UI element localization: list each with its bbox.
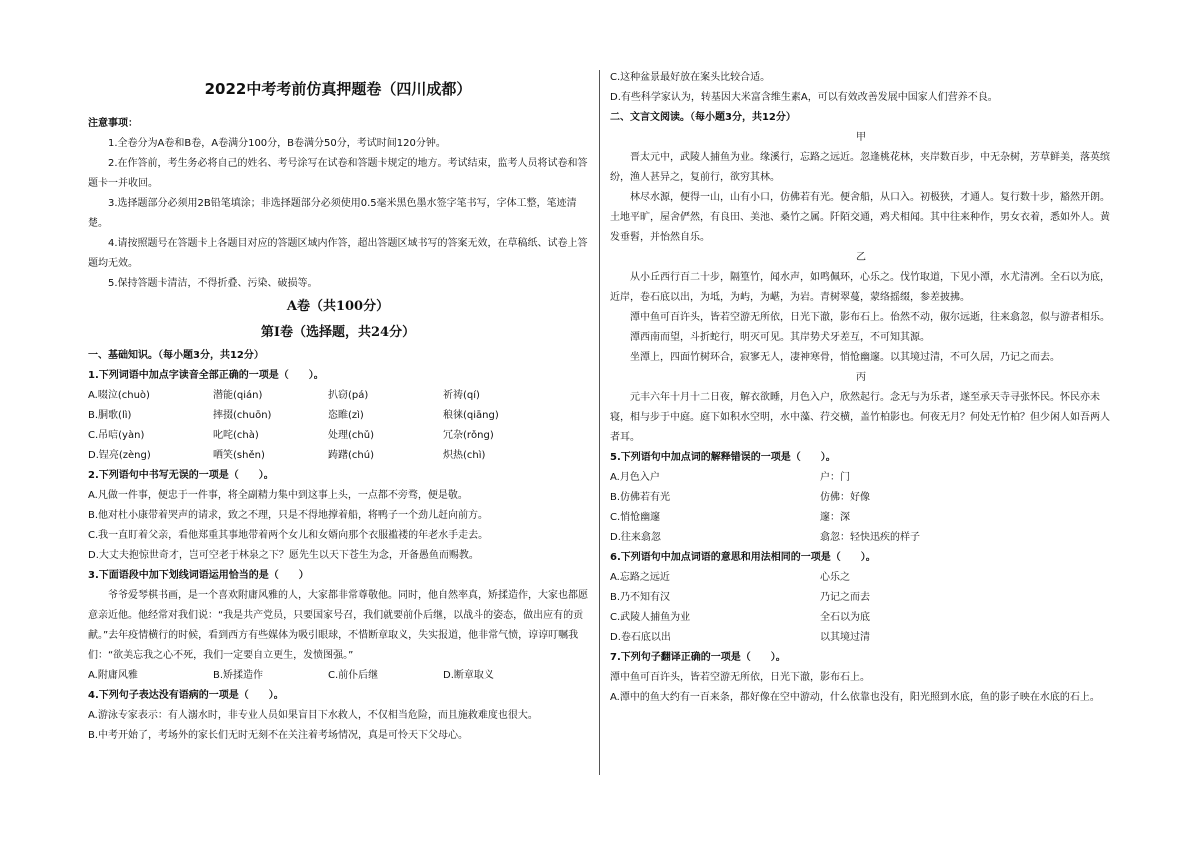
section2-heading: 二、文言文阅读。（每小题3分，共12分） [610,112,796,123]
notice-heading: 注意事项： [88,118,138,129]
q6-option-d [610,628,1112,648]
column-divider [599,70,600,775]
q1-a-4: 祈祷(qí) [443,390,480,401]
q1-a-1: A.啜泣(chuò) [88,390,150,401]
q4-option-c: C.这种盆景最好放在案头比较合适。 [610,72,771,83]
q7-stem: 7.下列句子翻译正确的一项是（ ）。 [610,652,786,663]
q5-c-phrase: C.悄怆幽邃 [610,512,661,523]
passage-yi-p4: 坐潭上，四面竹树环合，寂寥无人，凄神寒骨，悄怆幽邃。以其境过清，不可久居，乃记之而去。 [630,352,1060,363]
q6-d-2: 以其境过清 [820,632,870,643]
passage-jia-label: 甲 [856,132,866,143]
passage-yi-label: 乙 [856,252,866,263]
passage-yi-p3: 潭西南而望，斗折蛇行，明灭可见。其岸势犬牙差互，不可知其源。 [630,332,930,343]
q6-a-2: 心乐之 [820,572,850,583]
q3-option-d: D.断章取义 [443,670,494,681]
q2-option-d: D.大丈夫抱惊世奇才，岂可空老于林泉之下？愿先生以天下苍生为念，开备愚鱼而赐教。 [88,550,479,561]
q3-option-c: C.前仆后继 [328,670,379,681]
q3-options [88,666,588,686]
q3-stem: 3.下面语段中加下划线词语运用恰当的是（ ） [88,570,309,581]
q5-c-gloss: 邃：深 [820,512,850,523]
q3-option-a: A.附庸风雅 [88,670,138,681]
notice-item-4: 4.请按照题号在答题卡上各题目对应的答题区域内作答，超出答题区域书写的答案无效，在草稿纸、试卷上答题均无效。 [88,238,588,269]
q6-option-b [610,588,1112,608]
q4-option-a: A.游泳专家表示：有人溺水时，非专业人员如果盲目下水救人，不仅相当危险，而且施救难度也很大。 [88,710,538,721]
exam-title: 2022中考考前仿真押题卷（四川成都） [204,80,472,98]
q1-b-1: B.胴歌(lì) [88,410,132,421]
q1-stem: 1.下列词语中加点字读音全部正确的一项是（ ）。 [88,370,324,381]
q1-row-c [88,426,588,446]
passage-jia-p1: 晋太元中，武陵人捕鱼为业。缘溪行，忘路之远近。忽逢桃花林，夹岸数百步，中无杂树，芳草鲜美，落英缤纷，渔人甚异之，复前行，欲穷其林。 [610,152,1110,183]
q6-d-1: D.卷石底以出 [610,632,671,643]
q5-b-phrase: B.仿佛若有光 [610,492,671,503]
q1-a-2: 潜能(qián) [213,390,263,401]
q7-option-a: A.潭中的鱼大约有一百来条，都好像在空中游动，什么依靠也没有，阳光照到水底，鱼的影子映在水底的石上。 [610,692,1100,703]
q2-option-a: A.凡做一件事，便忠于一件事，将全副精力集中到这事上头，一点都不旁骛，便是敬。 [88,490,468,501]
q5-stem: 5.下列语句中加点词的解释错误的一项是（ ）。 [610,452,836,463]
q5-option-d [610,528,1112,548]
q1-b-3: 恣睢(zì) [328,410,364,421]
q5-option-a [610,468,1112,488]
q2-stem: 2.下列语句中书写无误的一项是（ ）。 [88,470,274,481]
passage-yi-p1: 从小丘西行百二十步，隔篁竹，闻水声，如鸣佩环，心乐之。伐竹取道，下见小潭，水尤清冽。全石以为底，近岸，卷石底以出，为坻，为屿，为嵁，为岩。青树翠蔓，蒙络摇缀，参差披拂。 [610,272,1110,303]
q7-sentence: 潭中鱼可百许头，皆若空游无所依，日光下澈，影布石上。 [610,672,870,683]
q1-c-1: C.吊唁(yàn) [88,430,145,441]
q2-option-b: B.他对杜小康带着哭声的请求，致之不理，只是不得地撑着船，将鸭子一个劲儿赶向前方。 [88,510,489,521]
q1-c-3: 处理(chǔ) [328,430,374,441]
part1-heading: 第Ⅰ卷（选择题，共24分） [260,325,416,340]
q5-d-phrase: D.往来翕忽 [610,532,661,543]
q1-c-4: 冗杂(rǒng) [443,430,494,441]
q1-row-d [88,446,588,466]
q5-d-gloss: 翕忽：轻快迅疾的样子 [820,532,920,543]
q1-b-4: 稂徕(qiāng) [443,410,499,421]
q1-d-2: 哂笑(shěn) [213,450,265,461]
q6-a-1: A.忘路之远近 [610,572,670,583]
q1-a-3: 扒窃(pá) [328,390,369,401]
q1-row-a [88,386,588,406]
q6-c-2: 全石以为底 [820,612,870,623]
q5-a-gloss: 户：门 [820,472,850,483]
q6-b-2: 乃记之而去 [820,592,870,603]
q1-c-2: 叱咤(chà) [213,430,259,441]
passage-bing-p1: 元丰六年十月十二日夜，解衣欲睡，月色入户，欣然起行。念无与为乐者，遂至承天寺寻张怀民。怀民亦未寝，相与步于中庭。庭下如积水空明，水中藻、荇交横，盖竹柏影也。何夜无月？何处无竹柏？但少闲人如吾两人者耳。 [610,392,1110,443]
q5-a-phrase: A.月色入户 [610,472,660,483]
q4-option-d: D.有些科学家认为，转基因大米富含维生素A，可以有效改善发展中国家人们营养不良。 [610,92,998,103]
q2-option-c: C.我一直盯着父亲，看他郑重其事地带着两个女儿和女婿向那个衣服褴褛的年老水手走去。 [88,530,489,541]
q1-row-b [88,406,588,426]
q6-option-c [610,608,1112,628]
passage-yi-p2: 潭中鱼可百许头，皆若空游无所依，日光下澈，影布石上。佁然不动，俶尔远逝，往来翕忽，似与游者相乐。 [630,312,1110,323]
q1-d-4: 炽热(chì) [443,450,486,461]
left-column [88,68,588,746]
notice-item-3: 3.选择题部分必须用2B铅笔填涂；非选择题部分必须使用0.5毫米黑色墨水签字笔书写，字体工整，笔迹清楚。 [88,198,577,229]
q6-option-a [610,568,1112,588]
q5-option-b [610,488,1112,508]
right-column [610,68,1112,708]
q4-option-b: B.中考开始了，考场外的家长们无时无刻不在关注着考场情况，真是可怜天下父母心。 [88,730,469,741]
notice-item-1: 1.全卷分为A卷和B卷，A卷满分100分，B卷满分50分，考试时间120分钟。 [108,138,446,149]
q3-passage: 爷爷爱琴棋书画，是一个喜欢附庸风雅的人，大家都非常尊敬他。同时，他自然率真，矫揉造作，大家也都愿意亲近他。他经常对我们说：“我是共产党员，只要国家号召，我们就要前仆后继，以战斗的姿态，做出应有的贡献。”去年疫情横行的时候，看到西方有些媒体为吸引眼球，不惜断章取义，失实报道，他非常气愤，谆谆叮嘱我们：“欲美忘我之心不死，我们一定要自立更生，发愤图强。” [88,590,588,661]
q6-c-1: C.武陵人捕鱼为业 [610,612,691,623]
q4-stem: 4.下列句子表达没有语病的一项是（ ）。 [88,690,284,701]
q3-option-b: B.矫揉造作 [213,670,264,681]
q5-option-c [610,508,1112,528]
q6-stem: 6.下列语句中加点词语的意思和用法相同的一项是（ ）。 [610,552,876,563]
q1-d-1: D.锃亮(zèng) [88,450,151,461]
notice-item-5: 5.保持答题卡清洁，不得折叠、污染、破损等。 [108,278,318,289]
q1-d-3: 踌躇(chú) [328,450,374,461]
passage-jia-p2: 林尽水源，便得一山，山有小口，仿佛若有光。便舍船，从口入。初极狭，才通人。复行数十步，豁然开朗。土地平旷，屋舍俨然，有良田、美池、桑竹之属。阡陌交通，鸡犬相闻。其中往来种作，男女衣着，悉如外人。黄发垂髫，并怡然自乐。 [610,192,1110,243]
notice-item-2: 2.在作答前，考生务必将自己的姓名、考号涂写在试卷和答题卡规定的地方。考试结束，监考人员将试卷和答题卡一并收回。 [88,158,588,189]
section1-heading: 一、基础知识。（每小题3分，共12分） [88,350,264,361]
paper-a-heading: A卷（共100分） [286,299,390,314]
q5-b-gloss: 仿佛：好像 [820,492,870,503]
q6-b-1: B.乃不知有汉 [610,592,671,603]
q1-b-2: 摔掇(chuōn) [213,410,272,421]
passage-bing-label: 丙 [856,372,866,383]
